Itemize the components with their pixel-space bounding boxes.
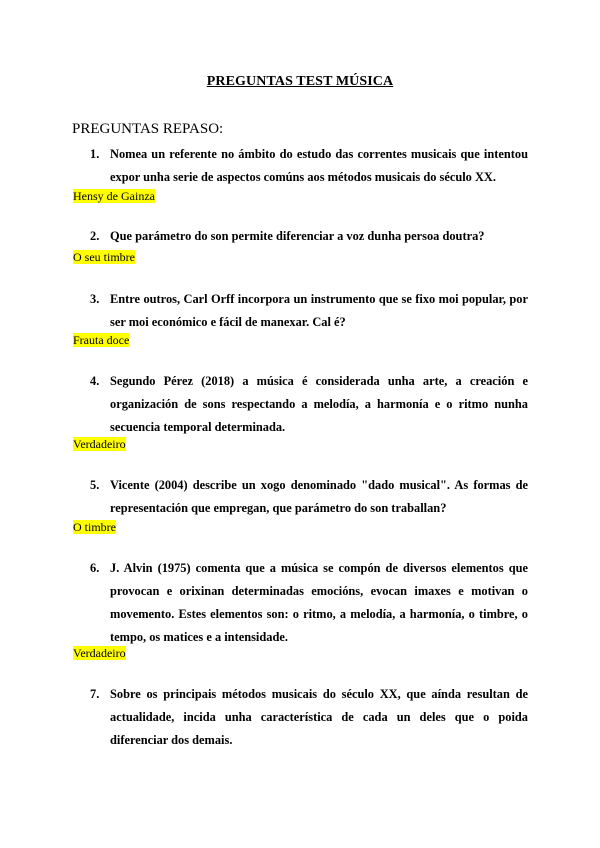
answer-highlight: Frauta doce xyxy=(73,333,130,347)
question-text: Entre outros, Carl Orff incorpora un instrumento que se fixo moi popular, por ser moi económico e fácil de manexar. Cal é? xyxy=(110,292,528,329)
question-text: J. Alvin (1975) comenta que a música se compón de diversos elementos que provocan e orixinan determinadas emocións, evocan imaxes e motivan o movemento. Estes elementos son: o ritmo, a melodía, a harmonía, o timbre, o tempo, os matices e a intensidade. xyxy=(110,561,528,644)
answer-text xyxy=(72,519,117,535)
question-number: 4. xyxy=(90,374,100,388)
answer-highlight: Hensy de Gainza xyxy=(73,189,155,203)
question-text: Que parámetro do son permite diferenciar a voz dunha persoa doutra? xyxy=(110,229,485,243)
question-number: 6. xyxy=(90,561,100,575)
answer-text xyxy=(72,332,130,348)
question-text: Segundo Pérez (2018) a música é considerada unha arte, a creación e organización de sons respectando a melodía, a harmonía e o ritmo nunha secuencia temporal determinada. xyxy=(110,374,528,434)
answer-highlight: O timbre xyxy=(73,520,116,534)
question-number: 3. xyxy=(90,292,100,306)
question-item xyxy=(90,370,528,439)
question-number: 7. xyxy=(90,687,100,701)
answer-text xyxy=(72,249,136,265)
question-number: 5. xyxy=(90,478,100,492)
answer-text xyxy=(72,645,127,661)
question-text: Nomea un referente no ámbito do estudo das correntes musicais que intentou expor unha serie de aspectos comúns aos métodos musicais do século XX. xyxy=(110,147,528,184)
answer-highlight: O seu timbre xyxy=(73,250,135,264)
answer-text xyxy=(72,188,156,204)
question-item xyxy=(90,683,528,752)
question-item xyxy=(90,557,528,649)
answer-highlight: Verdadeiro xyxy=(73,437,126,451)
question-item xyxy=(90,288,528,334)
answer-highlight: Verdadeiro xyxy=(73,646,126,660)
question-number: 1. xyxy=(90,147,100,161)
question-item xyxy=(90,225,528,248)
question-item xyxy=(90,474,528,520)
section-heading: PREGUNTAS REPASO: xyxy=(72,121,224,137)
answer-text xyxy=(72,436,127,452)
document-title: PREGUNTAS TEST MÚSICA xyxy=(206,74,394,89)
question-number: 2. xyxy=(90,229,100,243)
question-text: Vicente (2004) describe un xogo denominado "dado musical". As formas de representación que empregan, que parámetro do son traballan? xyxy=(110,478,528,515)
question-item xyxy=(90,143,528,189)
question-text: Sobre os principais métodos musicais do século XX, que aínda resultan de actualidade, incida unha característica de cada un deles que o poida diferenciar dos demais. xyxy=(110,687,528,747)
